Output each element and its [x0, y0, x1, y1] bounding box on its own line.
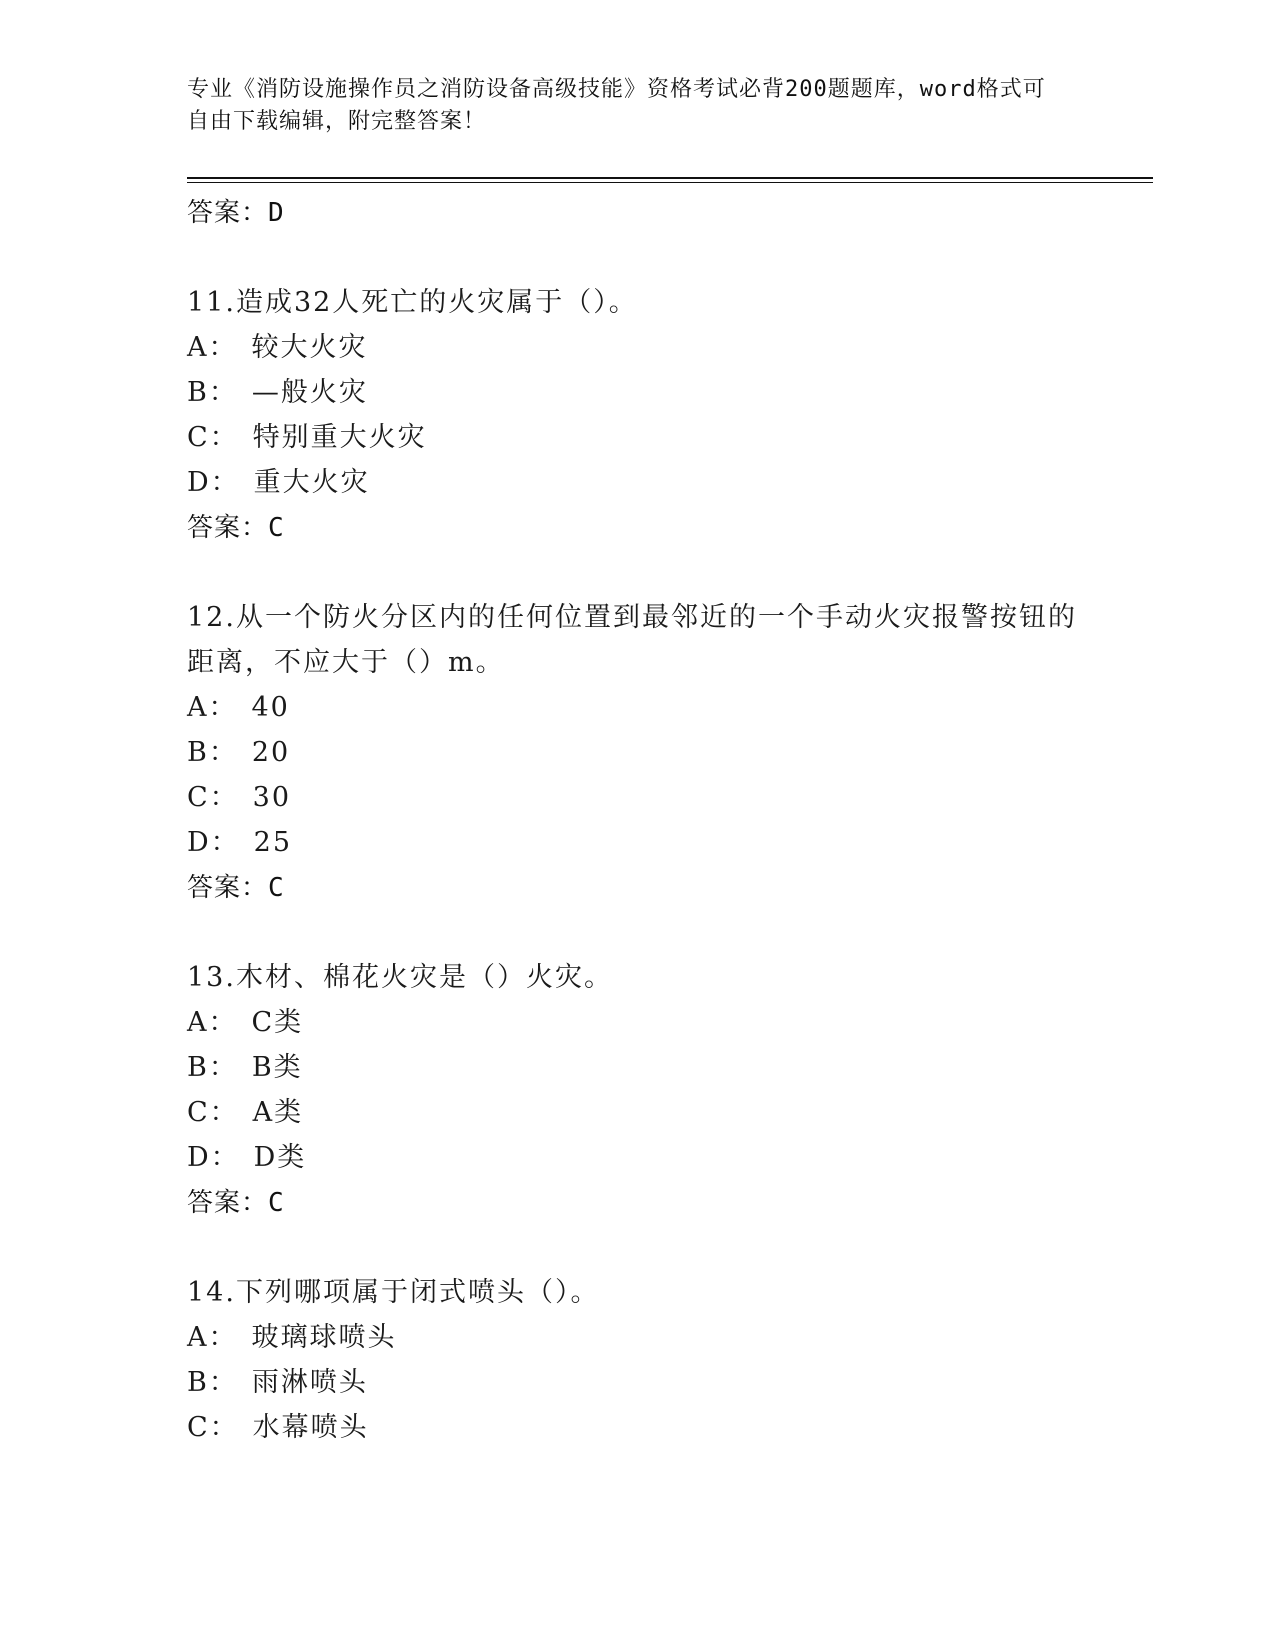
header-rule: [187, 177, 1153, 179]
option-d: [187, 1135, 1087, 1180]
question-block: [187, 595, 1087, 911]
option-a: [187, 1315, 1087, 1360]
answer-line: 答案：D: [187, 198, 285, 228]
document-header: 专业《消防设施操作员之消防设备高级技能》资格考试必背200题题库，word格式可自由下载编辑，附完整答案！: [187, 77, 1046, 134]
option-text: 较大火灾: [251, 332, 368, 363]
option-key: C：: [187, 422, 239, 453]
option-text: 重大火灾: [253, 467, 370, 498]
option-a: [187, 685, 1087, 730]
question-stem: 11.造成32人死亡的火灾属于（）。: [187, 287, 638, 318]
option-text: 特别重大火灾: [252, 422, 427, 453]
option-d: [187, 820, 1087, 865]
answer-line: 答案：C: [187, 513, 285, 543]
option-c: [187, 415, 1087, 460]
answer-line: 答案：C: [187, 873, 285, 903]
option-key: B：: [187, 377, 238, 408]
option-key: A：: [187, 1007, 238, 1038]
answer-line: 答案：C: [187, 1188, 285, 1218]
option-text: C类: [251, 1007, 304, 1038]
question-stem: 12.从一个防火分区内的任何位置到最邻近的一个手动火灾报警按钮的距离，不应大于（）m。: [187, 602, 1077, 678]
option-text: —般火灾: [251, 377, 368, 408]
option-key: A：: [187, 1322, 238, 1353]
option-a: [187, 1000, 1087, 1045]
option-key: B：: [187, 1052, 238, 1083]
option-key: A：: [187, 692, 238, 723]
option-text: 雨淋喷头: [251, 1367, 368, 1398]
option-text: 水幕喷头: [252, 1412, 369, 1443]
question-stem: 14.下列哪项属于闭式喷头（）。: [187, 1277, 600, 1308]
option-text: 25: [253, 827, 293, 858]
question-block: [187, 1270, 1087, 1450]
option-key: C：: [187, 1097, 239, 1128]
option-text: D类: [253, 1142, 307, 1173]
option-d: [187, 460, 1087, 505]
option-key: D：: [187, 467, 240, 498]
option-key: D：: [187, 827, 240, 858]
option-a: [187, 325, 1087, 370]
option-text: 玻璃球喷头: [251, 1322, 397, 1353]
question-block: [187, 280, 1087, 551]
option-text: 20: [251, 737, 291, 768]
option-b: [187, 1045, 1087, 1090]
question-stem: 13.木材、棉花火灾是（）火灾。: [187, 962, 613, 993]
option-text: 40: [251, 692, 290, 723]
option-key: A：: [187, 332, 238, 363]
option-key: B：: [187, 1367, 238, 1398]
option-key: C：: [187, 1412, 239, 1443]
option-key: C：: [187, 782, 239, 813]
option-b: [187, 730, 1087, 775]
question-block: [187, 955, 1087, 1226]
option-key: B：: [187, 737, 238, 768]
option-text: 30: [252, 782, 292, 813]
option-c: [187, 1090, 1087, 1135]
option-text: B类: [251, 1052, 303, 1083]
option-c: [187, 775, 1087, 820]
header-rule-thin: [187, 182, 1153, 183]
option-b: [187, 1360, 1087, 1405]
question-list: [187, 190, 1087, 1450]
option-text: A类: [252, 1097, 304, 1128]
option-key: D：: [187, 1142, 240, 1173]
option-b: [187, 370, 1087, 415]
option-c: [187, 1405, 1087, 1450]
